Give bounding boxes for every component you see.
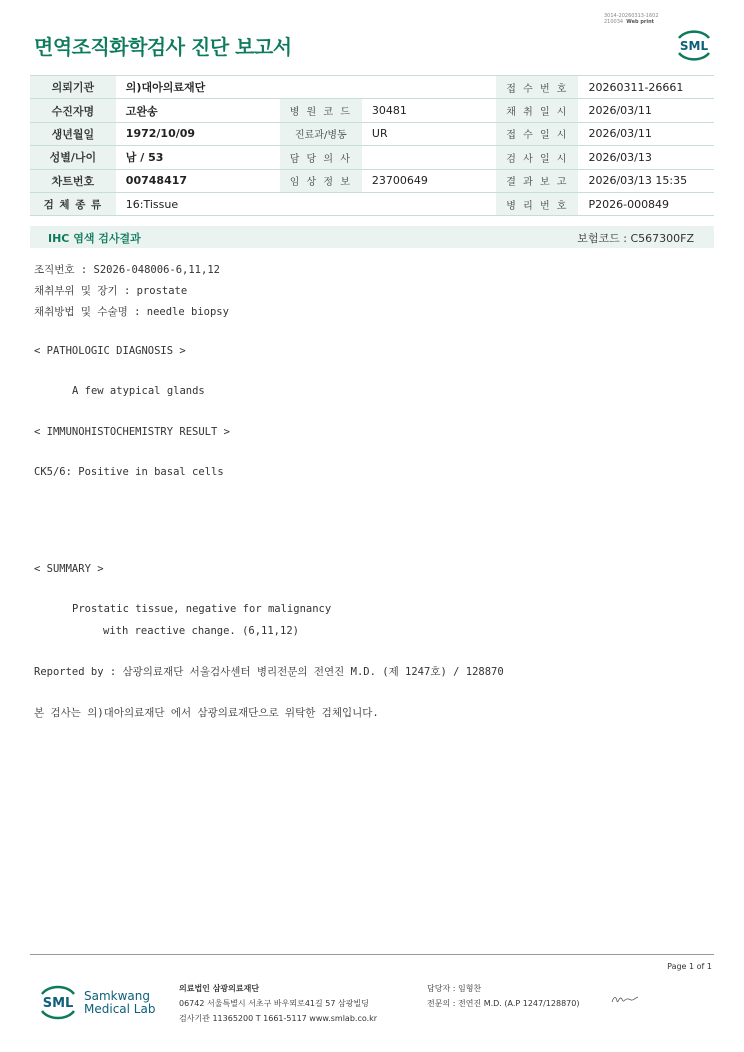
insurance-code: 보험코드 : C567300FZ (577, 232, 694, 245)
label-received-date: 접 수 일 시 (496, 122, 578, 145)
web-print-label: Web print (626, 19, 655, 25)
reported-by: Reported by : 삼광의료재단 서울검사센터 병리전문의 전연진 M.D. (제 1247호) / 128870 (34, 666, 504, 678)
label-birth-date: 생년월일 (30, 122, 116, 145)
label-test-date: 검 사 일 시 (496, 146, 578, 169)
pathologic-diagnosis-header: < PATHOLOGIC DIAGNOSIS > (34, 345, 186, 357)
page-title: 면역조직화학검사 진단 보고서 (34, 35, 292, 59)
table-row (30, 76, 714, 99)
value-sex-age: 남 / 53 (116, 146, 280, 169)
value-requesting-org: 의)대아의료재단 (116, 76, 496, 99)
label-collection-date: 채 취 일 시 (496, 99, 578, 122)
table-row (30, 192, 714, 215)
logo-text: SML (679, 39, 709, 53)
summary-line-2: with reactive change. (6,11,12) (103, 625, 299, 637)
footer-organization (179, 981, 377, 1026)
summary-line-1: Prostatic tissue, negative for malignancy (72, 603, 332, 615)
ihc-result-header: < IMMUNOHISTOCHEMISTRY RESULT > (34, 426, 230, 438)
collection-site: 채취부위 및 장기 : prostate (34, 285, 188, 297)
label-report-date: 결 과 보 고 (496, 169, 578, 192)
sml-footer-logo-icon (36, 981, 80, 1023)
signature-icon (610, 992, 640, 1006)
ihc-section-title: IHC 염색 검사결과 (48, 232, 141, 245)
value-collection-date: 2026/03/11 (578, 99, 714, 122)
value-test-date: 2026/03/13 (578, 146, 714, 169)
label-sex-age: 성별/나이 (30, 146, 116, 169)
patient-info-table (30, 75, 714, 216)
label-patient-name: 수진자명 (30, 99, 116, 122)
org-name: 의료법인 삼광의료재단 (179, 984, 260, 993)
value-department: UR (362, 122, 496, 145)
ihc-section-bar (30, 226, 714, 248)
label-hospital-code: 병 원 코 드 (280, 99, 362, 122)
print-code (604, 13, 659, 25)
brand-name (84, 990, 155, 1016)
value-patient-name: 고완송 (116, 99, 280, 122)
value-physician (362, 146, 496, 169)
sml-logo-icon (673, 26, 715, 64)
brand-line-2: Medical Lab (84, 1002, 156, 1016)
label-requesting-org: 의뢰기관 (30, 76, 116, 99)
summary-header: < SUMMARY > (34, 563, 104, 575)
footer-staff (427, 981, 579, 1011)
print-code-line2: 210034 (604, 19, 624, 25)
value-birth-date: 1972/10/09 (116, 122, 280, 145)
org-contact: 검사기관 11365200 T 1661-5117 www.smlab.co.kr (179, 1014, 378, 1023)
pathologist: 전문의 : 전연진 M.D. (A.P 1247/128870) (427, 999, 580, 1008)
print-code-line1: 3014-20260313-1602 (604, 13, 659, 19)
value-pathology-no: P2026-000849 (578, 192, 714, 215)
value-chart-no: 00748417 (116, 169, 280, 192)
value-clinical-info: 23700649 (362, 169, 496, 192)
staff-in-charge: 담당자 : 임형찬 (427, 984, 482, 993)
value-accession-no: 20260311-26661 (578, 76, 714, 99)
tissue-number: 조직번호 : S2026-048006-6,11,12 (34, 264, 220, 276)
label-pathology-no: 병 리 번 호 (496, 192, 578, 215)
table-row (30, 169, 714, 192)
page-number: Page 1 of 1 (667, 962, 712, 971)
value-report-date: 2026/03/13 15:35 (578, 169, 714, 192)
table-row (30, 146, 714, 169)
table-row (30, 99, 714, 122)
referral-note: 본 검사는 의)대아의료재단 에서 삼광의료재단으로 위탁한 검체입니다. (34, 707, 379, 719)
brand-line-1: Samkwang (84, 989, 150, 1003)
label-clinical-info: 임 상 정 보 (280, 169, 362, 192)
collection-method: 채취방법 및 수술명 : needle biopsy (34, 306, 229, 318)
pathologic-diagnosis: A few atypical glands (72, 385, 205, 397)
label-chart-no: 차트번호 (30, 169, 116, 192)
footer-logo-text: SML (42, 996, 74, 1011)
label-physician: 담 당 의 사 (280, 146, 362, 169)
label-department: 진료과/병동 (280, 122, 362, 145)
value-specimen-type: 16:Tissue (116, 192, 496, 215)
label-accession-no: 접 수 번 호 (496, 76, 578, 99)
footer-divider (30, 954, 714, 955)
label-specimen-type: 검 체 종 류 (30, 192, 116, 215)
ihc-result: CK5/6: Positive in basal cells (34, 466, 224, 478)
value-received-date: 2026/03/11 (578, 122, 714, 145)
table-row (30, 122, 714, 145)
value-hospital-code: 30481 (362, 99, 496, 122)
org-address: 06742 서울특별시 서초구 바우뫼로41길 57 삼광빌딩 (179, 999, 369, 1008)
